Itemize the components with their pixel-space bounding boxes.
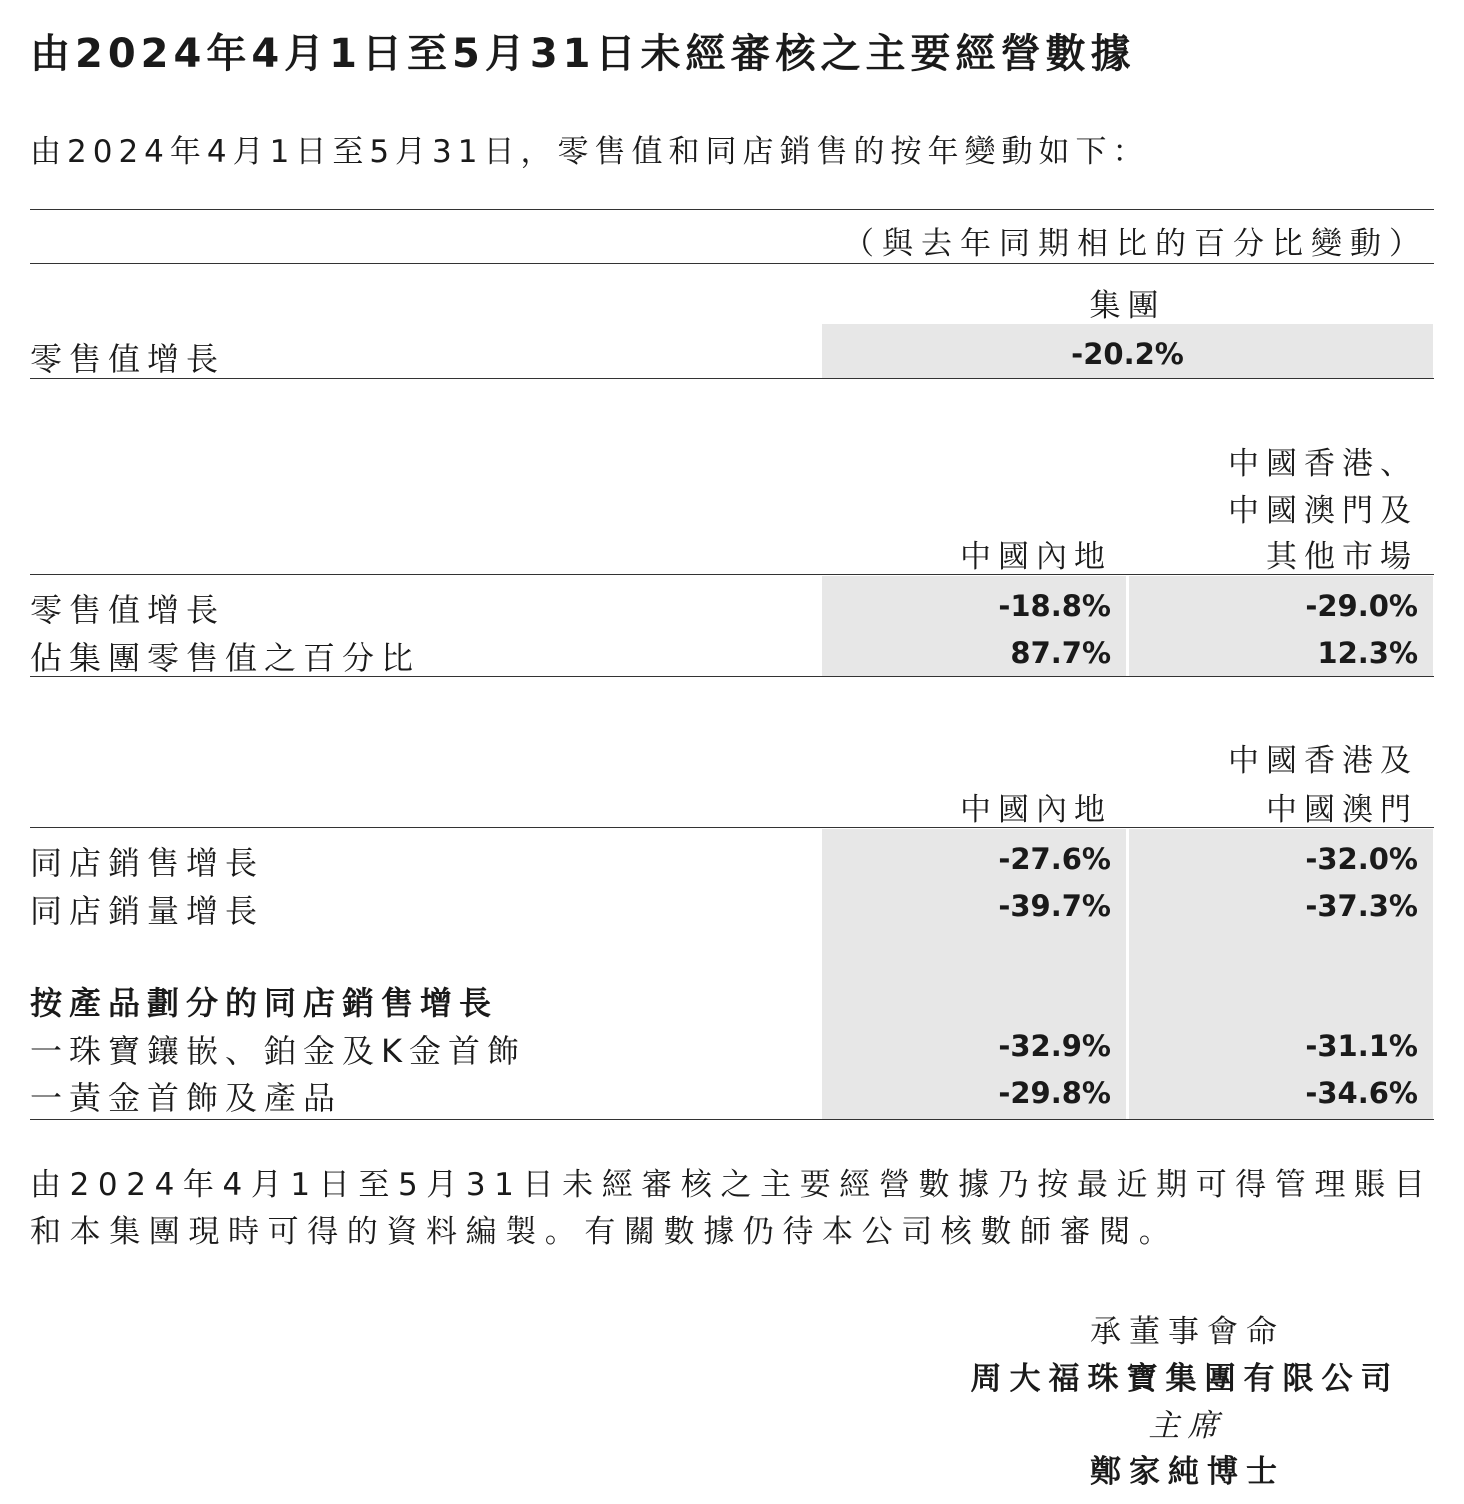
sss-row-col2: -32.0% [1305,842,1418,876]
sss-row-col1: -39.7% [998,889,1111,923]
sss-col2-header-line2: 中國澳門 [1266,792,1418,828]
sss-bottom-rule [30,1119,1434,1120]
sss-col1-header: 中國內地 [960,792,1112,828]
region-col2-header-line3: 其他市場 [1266,539,1418,575]
group-row-value: -20.2% [1071,337,1184,371]
group-column-header: 集團 [1089,288,1166,324]
signature-company: 周大福珠寶集團有限公司 [970,1361,1400,1397]
region-col1-header: 中國內地 [960,539,1112,575]
page-title: 由2024年4月1日至5月31日未經審核之主要經營數據 [30,31,1136,77]
signature-role: 主席 [1148,1408,1227,1444]
region-row-col1: -18.8% [998,589,1111,623]
product-row-col1: -32.9% [998,1029,1111,1063]
region-bottom-rule [30,676,1434,677]
region-row-col1: 87.7% [1010,636,1111,670]
group-bottom-rule [30,378,1434,379]
region-row-col2: 12.3% [1317,636,1418,670]
product-row-col2: -31.1% [1305,1029,1418,1063]
region-row-label: 佔集團零售值之百分比 [30,639,421,677]
product-row-label: 一黃金首飾及產品 [30,1079,343,1117]
sss-row-label: 同店銷量增長 [30,892,265,930]
product-section-heading: 按產品劃分的同店銷售增長 [30,984,499,1022]
sss-row-label: 同店銷售增長 [30,844,265,882]
sss-header-rule [30,827,1434,828]
region-row-col2: -29.0% [1305,589,1418,623]
table-caption: （與去年同期相比的百分比變動） [843,226,1428,262]
product-row-label: 一珠寶鑲嵌、鉑金及K金首飾 [30,1032,526,1070]
caption-rule [30,263,1434,264]
region-row-label: 零售值增長 [30,591,226,629]
sss-row-col1: -27.6% [998,842,1111,876]
intro-text: 由2024年4月1日至5月31日，零售值和同店銷售的按年變動如下： [30,134,1150,170]
sss-row-col2: -37.3% [1305,889,1418,923]
signature-line1: 承董事會命 [1090,1314,1285,1350]
region-col2-header-line2: 中國澳門及 [1228,493,1418,529]
sss-col2-header-line1: 中國香港及 [1228,743,1418,779]
group-row-label: 零售值增長 [30,340,226,378]
footer-note: 由2024年4月1日至5月31日未經審核之主要經營數據乃按最近期可得管理賬目和本集團現時可得的資料編製。有關數據仍待本公司核數師審閱。 [30,1167,1434,1250]
table-top-rule [30,209,1434,210]
product-row-col2: -34.6% [1305,1076,1418,1110]
product-row-col1: -29.8% [998,1076,1111,1110]
signature-name: 鄭家純博士 [1090,1454,1285,1490]
region-col2-header-line1: 中國香港、 [1228,446,1418,482]
region-header-rule [30,574,1434,575]
